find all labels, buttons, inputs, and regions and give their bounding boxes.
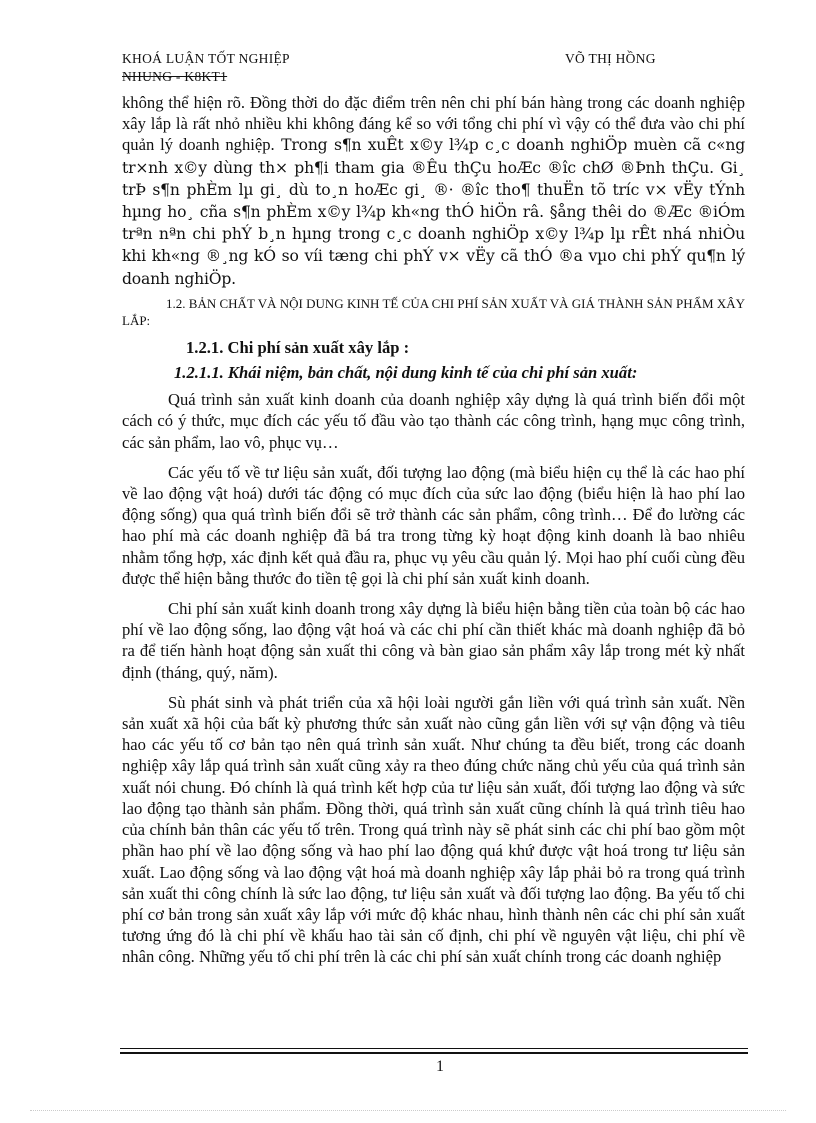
document-body: [122, 92, 745, 968]
page-header: [122, 50, 702, 86]
page-number: 1: [436, 1058, 444, 1075]
section-heading-1-2-1: 1.2.1. Chi phí sản xuất xây lắp :: [186, 337, 410, 357]
paragraph-production-process: Quá trình sản xuất kinh doanh của doanh nghiệp xây dựng là quá trình biến đổi một cách có ý thức, mục đích các yếu tố đầu vào tạo thành các công trình, hạng mục công trình, các sản phẩm, lao vô, phục vụ…: [122, 390, 745, 452]
header-author-name: VÕ THỊ HỒNG: [565, 51, 656, 66]
footer-rule-thin: [120, 1048, 748, 1049]
section-heading-1-2-1-1: 1.2.1.1. Khái niệm, bản chất, nội dung kinh tế của chi phí sản xuất:: [174, 363, 638, 383]
paragraph-cost-definition: Chi phí sản xuất kinh doanh trong xây dựng là biểu hiện bằng tiền của toàn bộ các hao phí về lao động sống, lao động vật hoá và các chi phí cần thiết khác mà doanh nghiệp đã bỏ ra để tiến hành hoạt động sản xuất thi công và bàn giao sản phẩm xây lắp trong mét kỳ nhất định (tháng, quý, năm).: [122, 599, 745, 682]
paragraph-production-factors: Các yếu tố về tư liệu sản xuất, đối tượng lao động (mà biểu hiện cụ thể là các hao phí về lao động vật hoá) dưới tác động có mục đích của sức lao động (biểu hiện là hao phí lao động sống) qua quá trình biến đổi sẽ trở thành các sản phẩm, công trình… Để đo lường các hao phí mà các doanh nghiệp đã bá tra trong từng kỳ hoạt động kinh doanh là bao nhiêu nhằm tổng hợp, xác định kết quả đầu ra, phục vụ yêu cầu quản lý. Mọi hao phí cuối cùng đều được thể hiện bằng thước đo tiền tệ gọi là chi phí sản xuất kinh doanh.: [122, 462, 745, 588]
paragraph-intro-legacy-encoding: Trong s¶n xuÊt x©y l¾p c¸c doanh nghiÖp muèn cã c«ng tr×nh x©y dùng th× ph¶i tham gia ®Êu thÇu hoÆc ®îc chØ ®Þnh thÇu. Gi¸ trÞ s¶n phÈm lµ gi¸ dù to¸n hoÆc gi¸ ®· ®îc tho¶ thuËn tõ tríc v× vËy tÝnh hµng ho¸ cña s¶n phÈm x©y l¾p kh«ng thÓ hiÖn râ. §ång thêi do ®Æc ®iÓm trªn nªn chi phÝ b¸n hµng trong c¸c doanh nghiÖp x©y l¾p lµ rÊt nhá nhiÒu khi kh«ng ®¸ng kÓ so víi tæng chi phÝ v× vËy cã thÓ ®a vµo chi phÝ qu¶n lý doanh nghiÖp.: [122, 136, 745, 288]
header-thesis-title: KHOÁ LUẬN TỐT NGHIỆP: [122, 51, 290, 66]
paragraph-intro: [122, 92, 745, 290]
paragraph-cost-origin: Sù phát sinh và phát triển của xã hội loài người gắn liền với quá trình sản xuất. Nền sản xuất xã hội của bất kỳ phương thức sản xuất nào cũng gắn liền với sự vận động và tiêu hao các yếu tố cơ bản tạo nên quá trình sản xuất. Như chúng ta đều biết, trong các doanh nghiệp xây lắp quá trình sản xuất cũng xảy ra theo đúng chức năng chủ yếu của quá trình sản xuất nói chung. Đó chính là quá trình kết hợp của tư liệu sản xuất, đối tượng lao động và sức lao động tạo thành sản phẩm. Đồng thời, quá trình sản xuất cũng chính là quá trình tiêu hao của chính bản thân các yếu tố trên. Trong quá trình này sẽ phát sinh các chi phí bao gồm một phần hao phí về lao động sống và hao phí lao động quá khứ được vật hoá trong tư liệu sản xuất. Lao động sống và lao động vật hoá mà doanh nghiệp xây lắp phải bỏ ra trong quá trình sản xuất thi công chính là sức lao động, tư liệu sản xuất và đối tượng lao động. Ba yếu tố chi phí cơ bản trong sản xuất xây lắp với mức độ khác nhau, hình thành nên các chi phí sản xuất tương ứng đó là chi phí về khấu hao tài sản cố định, chi phí về nguyên vật liệu, chi phí về nhân công. Những yếu tố chi phí trên là các chi phí sản xuất chính trong các doanh nghiệp: [122, 692, 745, 967]
page-bottom-divider: [30, 1110, 786, 1111]
footer-rule-thick: [120, 1052, 748, 1054]
paragraph-intro-text: không thể hiện rõ. Đồng thời do đặc điểm trên nên chi phí bán hàng trong các doanh nghiệp xây lắp là rất nhỏ nhiều khi không đáng kể so với tổng chi phí vì vậy có thể đưa vào chi phí quản lý doanh nghiệp.: [122, 93, 745, 155]
section-heading-1-2: 1.2. BẢN CHẤT VÀ NỘI DUNG KINH TẾ CỦA CHI PHÍ SẢN XUẤT VÀ GIÁ THÀNH SẢN PHẨM XÂY LẮP:: [122, 295, 745, 328]
header-author-class: NHUNG - K8KT1: [122, 69, 228, 84]
